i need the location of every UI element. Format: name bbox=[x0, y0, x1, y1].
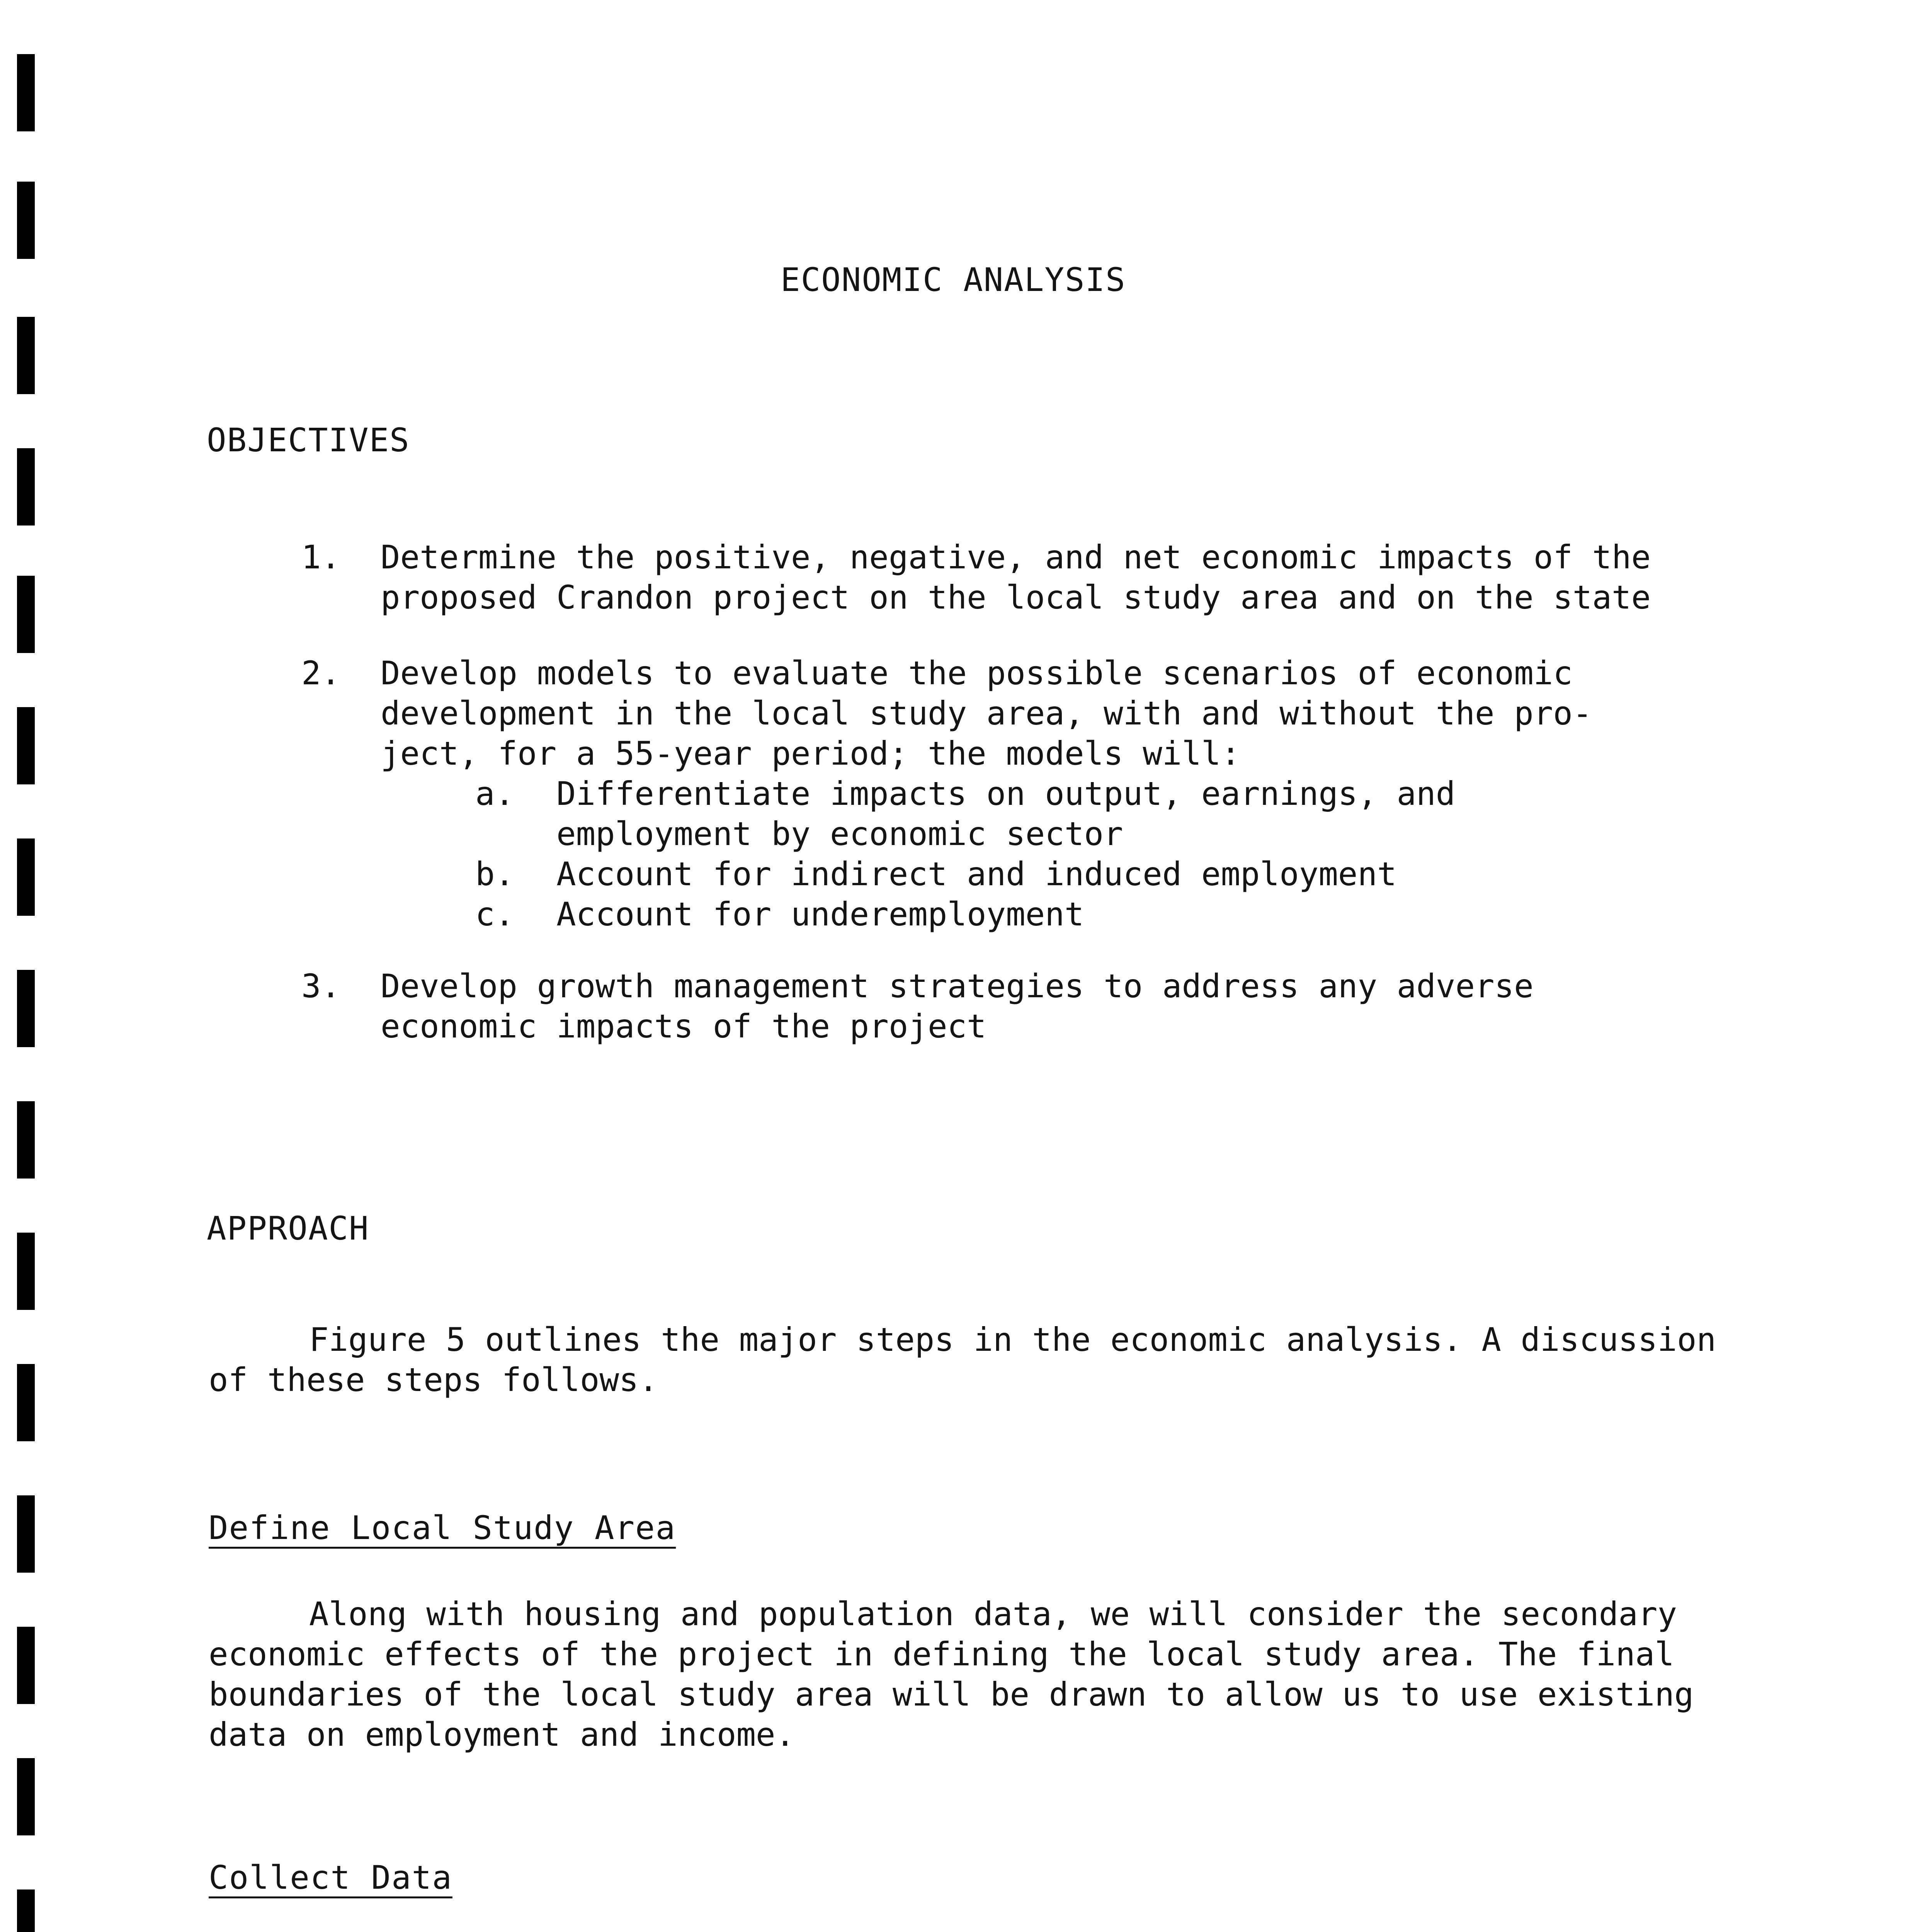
binding-hole bbox=[17, 1364, 35, 1441]
binding-hole bbox=[17, 317, 35, 394]
objective-number: 1. bbox=[301, 538, 341, 576]
define-local-study-area-paragraph: Along with housing and population data, we will consider the secondary economic effects of the project in defining the local study area. The final boundaries of the local study area will be drawn to allow us to use existing data on employment and income. bbox=[209, 1595, 1694, 1753]
objectives-heading: OBJECTIVES bbox=[207, 421, 410, 459]
binding-strip bbox=[17, 0, 35, 1932]
sublist-item-b bbox=[475, 854, 1731, 894]
define-local-study-area-heading: Define Local Study Area bbox=[209, 1509, 676, 1547]
objective-text: Determine the positive, negative, and net economic impacts of the proposed Crandon project on the local study area and on the state bbox=[381, 538, 1651, 616]
objective-text: Develop growth management strategies to address any adverse economic impacts of the project bbox=[381, 967, 1534, 1045]
binding-hole bbox=[17, 182, 35, 259]
sublist-letter: a. bbox=[475, 775, 515, 813]
binding-hole bbox=[17, 1758, 35, 1835]
objective-sublist bbox=[475, 774, 1731, 934]
binding-hole bbox=[17, 1627, 35, 1704]
sublist-text: Account for underemployment bbox=[556, 895, 1084, 933]
binding-hole bbox=[17, 838, 35, 916]
binding-hole bbox=[17, 1889, 35, 1932]
binding-hole bbox=[17, 54, 35, 131]
objective-item-1 bbox=[301, 537, 1731, 617]
binding-hole bbox=[17, 1233, 35, 1310]
sublist-text: Differentiate impacts on output, earnings, and employment by economic sector bbox=[556, 775, 1456, 853]
binding-hole bbox=[17, 970, 35, 1047]
sublist-text: Account for indirect and induced employment bbox=[556, 855, 1397, 893]
approach-heading: APPROACH bbox=[207, 1209, 369, 1247]
sublist-letter: c. bbox=[475, 895, 515, 933]
objective-item-3 bbox=[301, 966, 1731, 1046]
sublist-item-c bbox=[475, 894, 1731, 934]
sublist-item-a bbox=[475, 774, 1731, 854]
binding-hole bbox=[17, 576, 35, 653]
objective-item-2 bbox=[301, 653, 1731, 934]
binding-hole bbox=[17, 1101, 35, 1179]
approach-paragraph: Figure 5 outlines the major steps in the economic analysis. A discussion of these steps follows. bbox=[209, 1321, 1716, 1399]
objective-text: Develop models to evaluate the possible scenarios of economic development in the local study area, with and without the pro- ject, for a 55-year period; the models will: bbox=[381, 654, 1592, 772]
objective-number: 2. bbox=[301, 654, 341, 692]
binding-hole bbox=[17, 707, 35, 784]
binding-hole bbox=[17, 1495, 35, 1573]
page-title: ECONOMIC ANALYSIS bbox=[781, 261, 1126, 299]
binding-hole bbox=[17, 448, 35, 526]
objective-number: 3. bbox=[301, 967, 341, 1005]
sublist-letter: b. bbox=[475, 855, 515, 893]
collect-data-heading: Collect Data bbox=[209, 1859, 452, 1896]
